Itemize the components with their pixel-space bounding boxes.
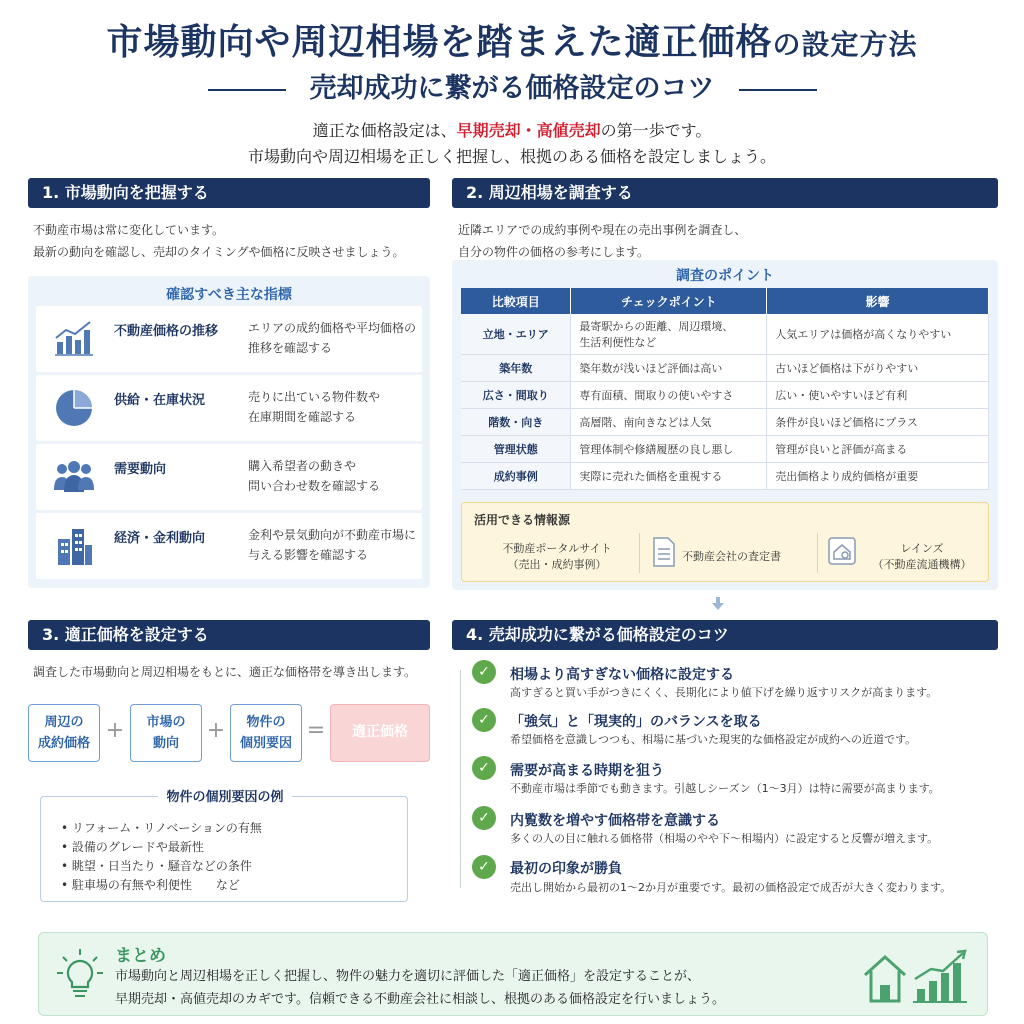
tip-desc: 高すぎると買い手がつきにくく、長期化により値下げを繰り返すリスクが高まります。 [510,686,938,699]
section-2-heading: 2. 周辺相場を調査する [452,178,998,208]
table-cell: 実際に売れた価格を重視する [571,462,767,489]
indicators-heading: 確認すべき主な指標 [166,287,292,303]
indicator-title: 需要動向 [114,462,167,477]
summary-title: まとめ [115,946,166,966]
indicator-row [36,444,422,510]
check-icon: ✓ [472,708,496,732]
house-search-icon [828,537,856,565]
tip-title: 需要が高まる時期を狙う [510,763,664,779]
table-cell: 最寄駅からの距離、周辺環境、 生活利便性など [571,314,767,354]
table-cell: 売出価格より成約価格が重要 [767,462,989,489]
table-header-row [461,288,989,314]
indicator-desc: 売りに出ている物件数や 在庫期間を確認する [248,390,381,424]
info-source-item: 不動産会社の査定書 [682,550,781,563]
column-header: チェックポイント [571,288,767,314]
table-cell: 成約事例 [461,462,571,489]
table-row [461,314,989,354]
list-item: • 眺望・日当たり・騒音などの条件 [61,859,252,873]
section-2-text: 近隣エリアでの成約事例や現在の売出事例を調査し、 自分の物件の価格の参考にします。 [458,223,747,259]
intro-line-1: 適正な価格設定は、早期売却・高値売却の第一歩です。 [312,121,712,140]
tip-desc: 希望価格を意識しつつも、相場に基づいた現実的な価格設定が成約への近道です。 [510,733,917,746]
document-icon [652,537,676,567]
tip-desc: 多くの人の目に触れる価格帯（相場のやや下〜相場内）に設定すると反響が増えます。 [510,832,939,845]
property-factors-box [40,790,408,902]
info-sources-box [461,502,989,582]
info-sources-heading: 活用できる情報源 [474,513,571,527]
list-item: • 駐車場の有無や利便性 など [61,878,240,892]
property-factors-list [61,819,262,895]
bar-chart-icon [54,320,94,358]
section-1-text: 不動産市場は常に変化しています。 最新の動向を確認し、売却のタイミングや価格に反映させましょう。 [33,223,405,259]
indicator-title: 不動産価格の推移 [114,324,219,339]
house-chart-icon [861,949,971,1007]
divider [817,533,818,573]
formula-result: 適正価格 [330,704,430,762]
check-icon: ✓ [472,806,496,830]
indicators-box [28,276,430,588]
check-icon: ✓ [472,855,496,879]
table-cell: 築年数 [461,354,571,381]
table-row [461,354,989,381]
check-icon: ✓ [472,660,496,684]
table-cell: 管理体制や修繕履歴の良し悪し [571,435,767,462]
tip-desc: 売出し開始から最初の1〜2か月が重要です。最初の価格設定で成否が大きく変わります。 [510,881,952,894]
table-cell: 階数・向き [461,408,571,435]
indicator-title: 供給・在庫状況 [114,393,206,408]
table-cell: 人気エリアは価格が高くなりやすい [767,314,989,354]
section-1-heading: 1. 市場動向を把握する [28,178,430,208]
formula-box-property-factors: 物件の 個別要因 [230,704,302,762]
intro-line-2: 市場動向や周辺相場を正しく把握し、根拠のある価格を設定しましょう。 [247,147,776,166]
indicator-row [36,306,422,372]
page-title: 市場動向や周辺相場を踏まえた適正価格の設定方法 [106,22,918,63]
comparison-table [461,288,989,490]
pie-chart-icon [54,388,94,428]
survey-points-box [452,260,998,590]
table-row [461,435,989,462]
check-icon: ✓ [472,756,496,780]
list-item: • 設備のグレードや最新性 [61,840,204,854]
tip-title: 「強気」と「現実的」のバランスを取る [510,714,762,730]
survey-points-heading: 調査のポイント [676,268,774,284]
page-subtitle: 売却成功に繋がる価格設定のコツ [0,66,1024,105]
tip-title: 相場より高すぎない価格に設定する [510,667,734,683]
list-item: • リフォーム・リノベーションの有無 [61,821,262,835]
indicator-desc: 購入希望者の動きや 問い合わせ数を確認する [248,459,381,493]
table-cell: 高層階、南向きなどは人気 [571,408,767,435]
plus-sign: + [105,718,125,743]
table-row [461,408,989,435]
table-cell: 築年数が浅いほど評価は高い [571,354,767,381]
tip-title: 最初の印象が勝負 [510,861,622,877]
table-cell: 条件が良いほど価格にプラス [767,408,989,435]
column-header: 影響 [767,288,989,314]
formula-box-market-price: 周辺の 成約価格 [28,704,100,762]
table-cell: 広い・使いやすいほど有利 [767,381,989,408]
info-source-item: 不動産ポータルサイト （売出・成約事例） [502,542,612,571]
section-3-text: 調査した市場動向と周辺相場をもとに、適正な価格帯を導き出します。 [33,665,417,679]
plus-sign: + [206,718,226,743]
section-4-heading: 4. 売却成功に繋がる価格設定のコツ [452,620,998,650]
summary-box [38,932,988,1016]
lightbulb-icon [55,947,105,1003]
column-header: 比較項目 [461,288,571,314]
indicator-desc: エリアの成約価格や平均価格の 推移を確認する [248,321,417,355]
divider [639,533,640,573]
info-source-item: レインズ （不動産流通機構） [872,542,972,571]
timeline-line [460,670,461,888]
section-3-heading: 3. 適正価格を設定する [28,620,430,650]
indicator-desc: 金利や景気動向が不動産市場に 与える影響を確認する [248,528,417,562]
indicator-title: 経済・金利動向 [114,531,206,546]
people-icon [52,460,96,494]
buildings-icon [54,525,94,567]
equals-sign: = [306,718,326,743]
property-factors-heading: 物件の個別要因の例 [41,786,409,805]
summary-text: 市場動向と周辺相場を正しく把握し、物件の魅力を適切に評価した「適正価格」を設定することが、 早期売却・高値売却のカギです。信頼できる不動産会社に相談し、根拠のある価格設定を行いましょう。 [115,969,725,1007]
table-cell: 広さ・間取り [461,381,571,408]
formula-box-market-trend: 市場の 動向 [130,704,202,762]
indicator-row [36,375,422,441]
divider [739,89,817,91]
table-cell: 立地・エリア [461,314,571,354]
table-row [461,381,989,408]
arrow-down-icon [710,596,726,612]
table-cell: 管理が良いと評価が高まる [767,435,989,462]
table-cell: 古いほど価格は下がりやすい [767,354,989,381]
table-row [461,462,989,489]
table-cell: 専有面積、間取りの使いやすさ [571,381,767,408]
indicator-row [36,513,422,579]
tip-title: 内覧数を増やす価格帯を意識する [510,813,720,829]
divider [208,89,286,91]
tip-desc: 不動産市場は季節でも動きます。引越しシーズン（1〜3月）は特に需要が高まります。 [510,782,940,795]
table-cell: 管理状態 [461,435,571,462]
